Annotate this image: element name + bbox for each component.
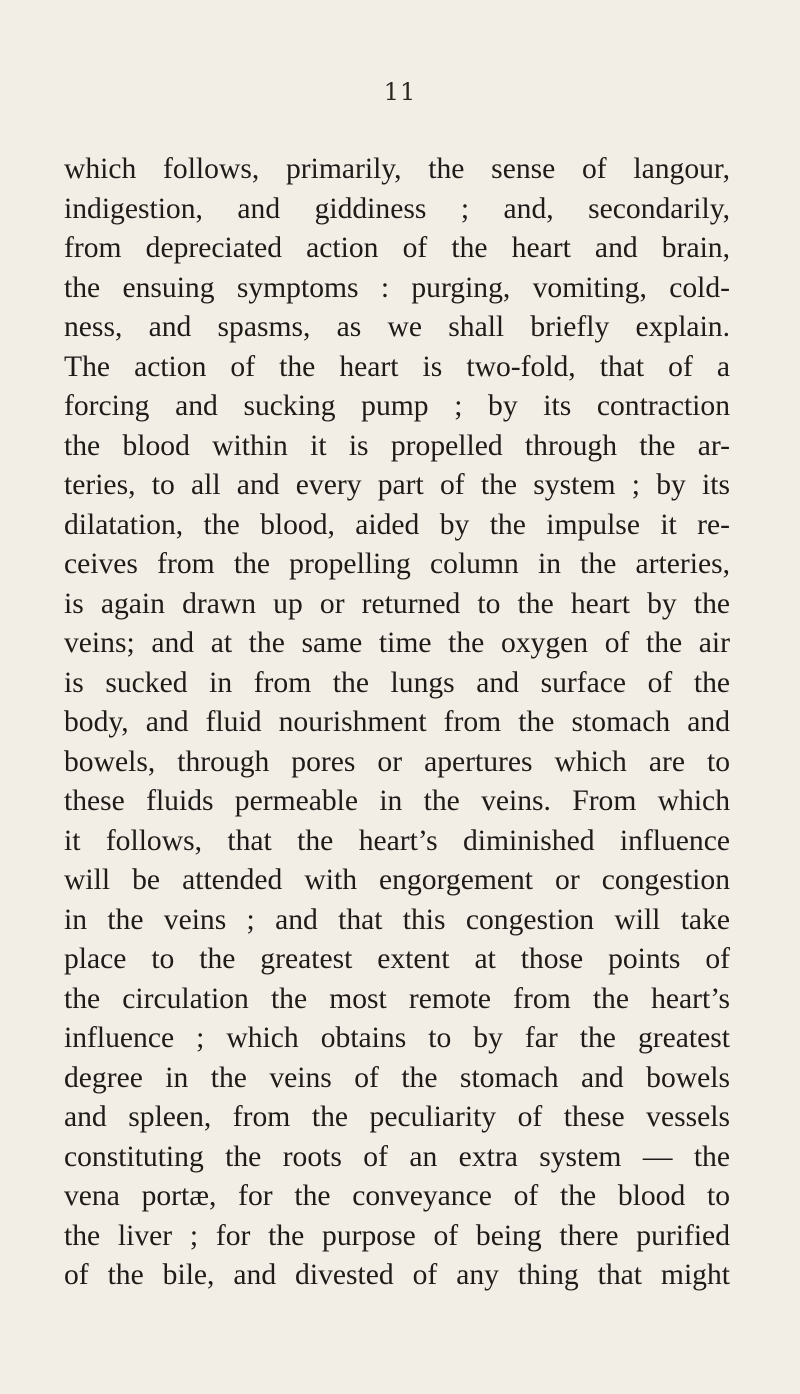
text-line: vena portæ, for the conveyance of the blood to [64,1180,730,1212]
body-text [64,150,730,1296]
text-line: these fluids permeable in the veins. From which [64,785,730,817]
text-line: from depreciated action of the heart and brain, [64,232,730,264]
text-line: veins; and at the same time the oxygen of the air [64,627,730,659]
text-line: the circulation the most remote from the heart’s [64,982,730,1015]
page-number: 11 [383,78,417,106]
text-line: of the bile, and divested of any thing that might [64,1259,730,1291]
text-line: indigestion, and giddiness ; and, secondarily, [64,192,730,225]
text-line: place to the greatest extent at those points of [64,943,730,975]
text-line: is sucked in from the lungs and surface of the [64,666,730,699]
text-line: constituting the roots of an extra system — the [64,1140,730,1173]
text-line: is again drawn up or returned to the heart by the [64,587,730,620]
text-line: the liver ; for the purpose of being there purified [64,1219,730,1252]
text-line: degree in the veins of the stomach and bowels [64,1061,730,1094]
text-line: ness, and spasms, as we shall briefly explain. [64,311,730,343]
text-line: and spleen, from the peculiarity of these vessels [64,1101,730,1133]
text-line: will be attended with engorgement or congestion [64,864,730,896]
text-line: the blood within it is propelled through the ar- [64,429,730,462]
text-line: bowels, through pores or apertures which are to [64,745,730,778]
text-line: which follows, primarily, the sense of langour, [64,153,730,185]
text-line: it follows, that the heart’s diminished influence [64,824,730,857]
text-line: influence ; which obtains to by far the greatest [64,1022,730,1054]
text-line: body, and fluid nourishment from the stomach and [64,706,730,738]
text-line: The action of the heart is two-fold, that of a [64,350,730,383]
text-line: forcing and sucking pump ; by its contraction [64,390,730,422]
text-line: ceives from the propelling column in the arteries, [64,548,730,580]
text-line: in the veins ; and that this congestion will take [64,903,730,936]
text-line: teries, to all and every part of the system ; by its [64,469,730,501]
text-line: the ensuing symptoms : purging, vomiting, cold- [64,271,730,304]
text-line: dilatation, the blood, aided by the impulse it re- [64,508,730,541]
